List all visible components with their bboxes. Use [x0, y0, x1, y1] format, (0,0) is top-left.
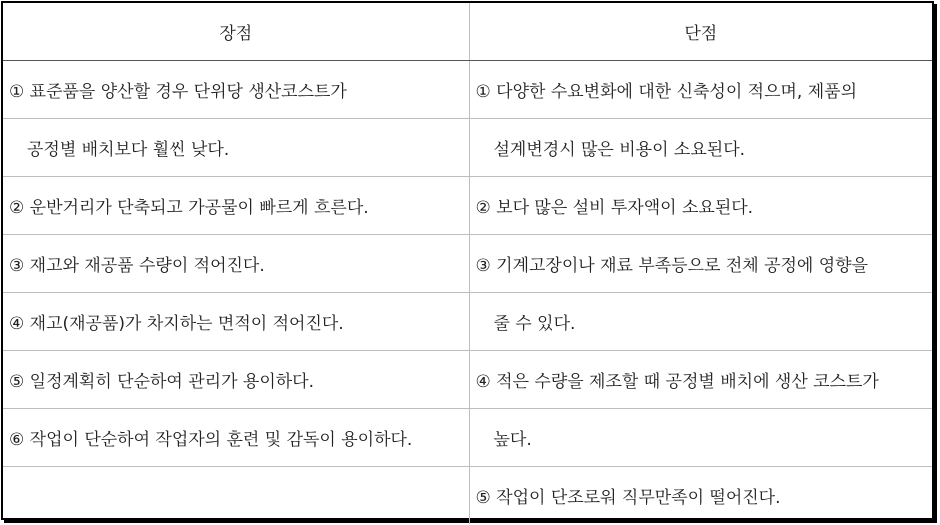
- disadvantage-cell: ④ 적은 수량을 제조할 때 공정별 배치에 생산 코스트가: [469, 351, 932, 409]
- disadvantage-cell: ① 다양한 수요변화에 대한 신축성이 적으며, 제품의: [469, 61, 932, 119]
- table-row: [3, 119, 932, 177]
- table-row: [3, 467, 932, 525]
- disadvantage-cell: 설계변경시 많은 비용이 소요된다.: [469, 119, 932, 177]
- header-row: [3, 3, 932, 61]
- advantage-cell: ④ 재고(재공품)가 차지하는 면적이 적어진다.: [3, 293, 469, 351]
- disadvantage-cell: ⑤ 작업이 단조로워 직무만족이 떨어진다.: [475, 488, 781, 508]
- advantage-cell: 공정별 배치보다 훨씬 낮다.: [3, 119, 469, 177]
- header-disadvantages: 단점: [469, 3, 932, 61]
- disadvantage-cell: 줄 수 있다.: [469, 293, 932, 351]
- table-row: [3, 351, 932, 409]
- pros-cons-table: [3, 3, 932, 524]
- disadvantage-cell: 높다.: [469, 409, 932, 467]
- table-row: [3, 293, 932, 351]
- advantage-cell: ⑤ 일정계획히 단순하여 관리가 용이하다.: [3, 351, 469, 409]
- table-row: [3, 61, 932, 119]
- advantage-cell-empty: [3, 467, 469, 525]
- header-advantages: 장점: [3, 3, 469, 61]
- table-row: [3, 409, 932, 467]
- advantage-cell: ③ 재고와 재공품 수량이 적어진다.: [3, 235, 469, 293]
- advantage-cell: ⑥ 작업이 단순하여 작업자의 훈련 및 감독이 용이하다.: [3, 409, 469, 467]
- table-row: [3, 235, 932, 293]
- advantage-cell: ① 표준품을 양산할 경우 단위당 생산코스트가: [3, 61, 469, 119]
- comparison-table-frame: [1, 1, 934, 520]
- table-row: [3, 177, 932, 235]
- disadvantage-cell: ③ 기계고장이나 재료 부족등으로 전체 공정에 영향을: [469, 235, 932, 293]
- advantage-cell: ② 운반거리가 단축되고 가공물이 빠르게 흐른다.: [3, 177, 469, 235]
- disadvantage-cell: ② 보다 많은 설비 투자액이 소요된다.: [469, 177, 932, 235]
